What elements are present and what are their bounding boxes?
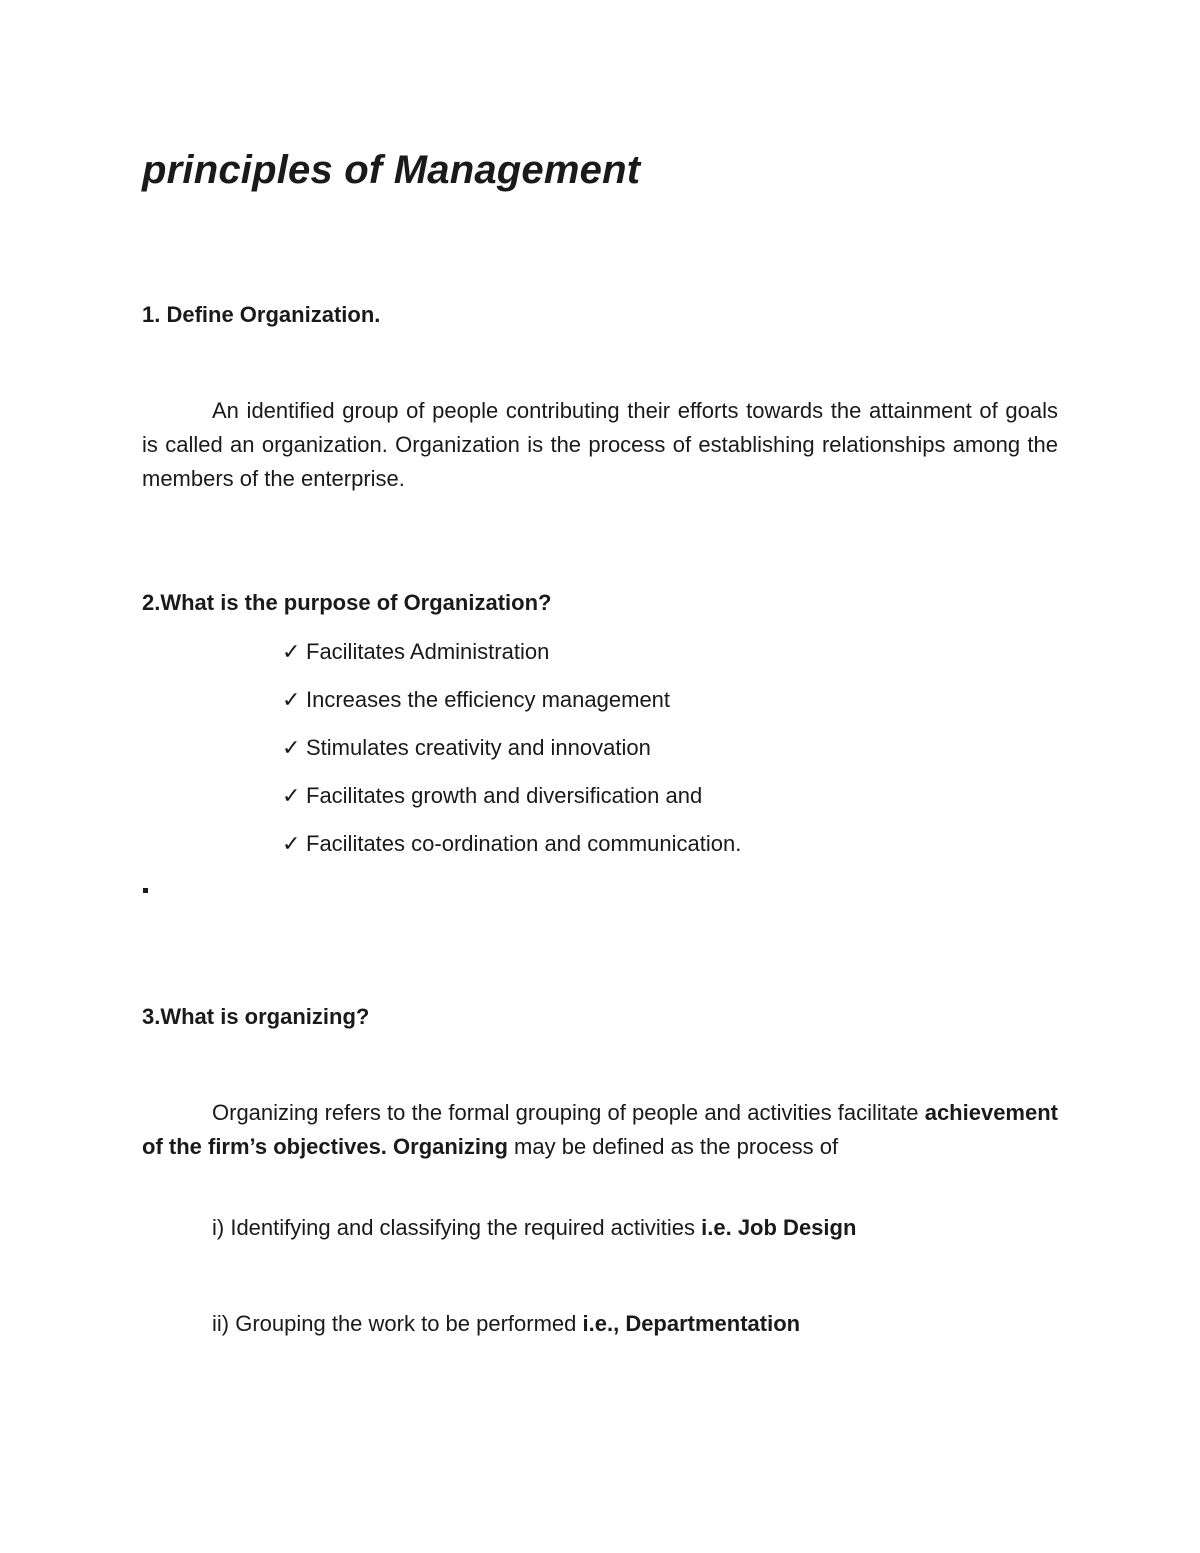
- question-1-answer: [142, 394, 1058, 496]
- list-item: [282, 828, 741, 876]
- question-3-answer-text-2: may be defined as the process of: [507, 1134, 839, 1159]
- question-3-answer-text-1: Organizing refers to the formal grouping of people and activities facilitate: [212, 1100, 925, 1125]
- checkmark-icon: ✓: [282, 783, 301, 808]
- checkmark-icon: ✓: [282, 687, 301, 712]
- stray-bullet-mark: [143, 888, 148, 893]
- list-item-label: Facilitates growth and diversification and: [306, 783, 703, 808]
- question-3-answer: [142, 1096, 1058, 1164]
- question-2-heading: 2.What is the purpose of Organization?: [142, 590, 552, 615]
- checkmark-icon: ✓: [282, 735, 301, 760]
- page-title: principles of Management: [142, 148, 641, 192]
- question-3-answer-bold: achievement of the firm’s objectives. Organizing: [142, 1100, 1058, 1159]
- sub-point-ii: [212, 1311, 800, 1337]
- question-1-heading: 1. Define Organization.: [142, 302, 381, 327]
- checkmark-icon: ✓: [282, 639, 301, 664]
- question-3-heading: 3.What is organizing?: [142, 1004, 370, 1029]
- list-item-label: Facilitates Administration: [306, 639, 550, 664]
- list-item-label: Facilitates co-ordination and communication.: [306, 831, 742, 856]
- list-item: [282, 636, 741, 684]
- list-item-label: Increases the efficiency management: [306, 687, 671, 712]
- sub-point-i-text: i) Identifying and classifying the required activities: [212, 1215, 702, 1240]
- checkmark-icon: ✓: [282, 831, 301, 856]
- sub-point-i: [212, 1215, 856, 1241]
- sub-point-ii-bold: i.e., Departmentation: [582, 1311, 801, 1336]
- question-1-answer-text: An identified group of people contributing their efforts towards the attainment of goals is called an organization. Organization is the process of establishing relationships among the members of the enterprise.: [142, 398, 1058, 491]
- purpose-checklist: [282, 636, 741, 876]
- list-item: [282, 780, 741, 828]
- list-item: [282, 732, 741, 780]
- list-item-label: Stimulates creativity and innovation: [306, 735, 651, 760]
- list-item: [282, 684, 741, 732]
- sub-point-i-bold: i.e. Job Design: [701, 1215, 857, 1240]
- sub-point-ii-text: ii) Grouping the work to be performed: [212, 1311, 583, 1336]
